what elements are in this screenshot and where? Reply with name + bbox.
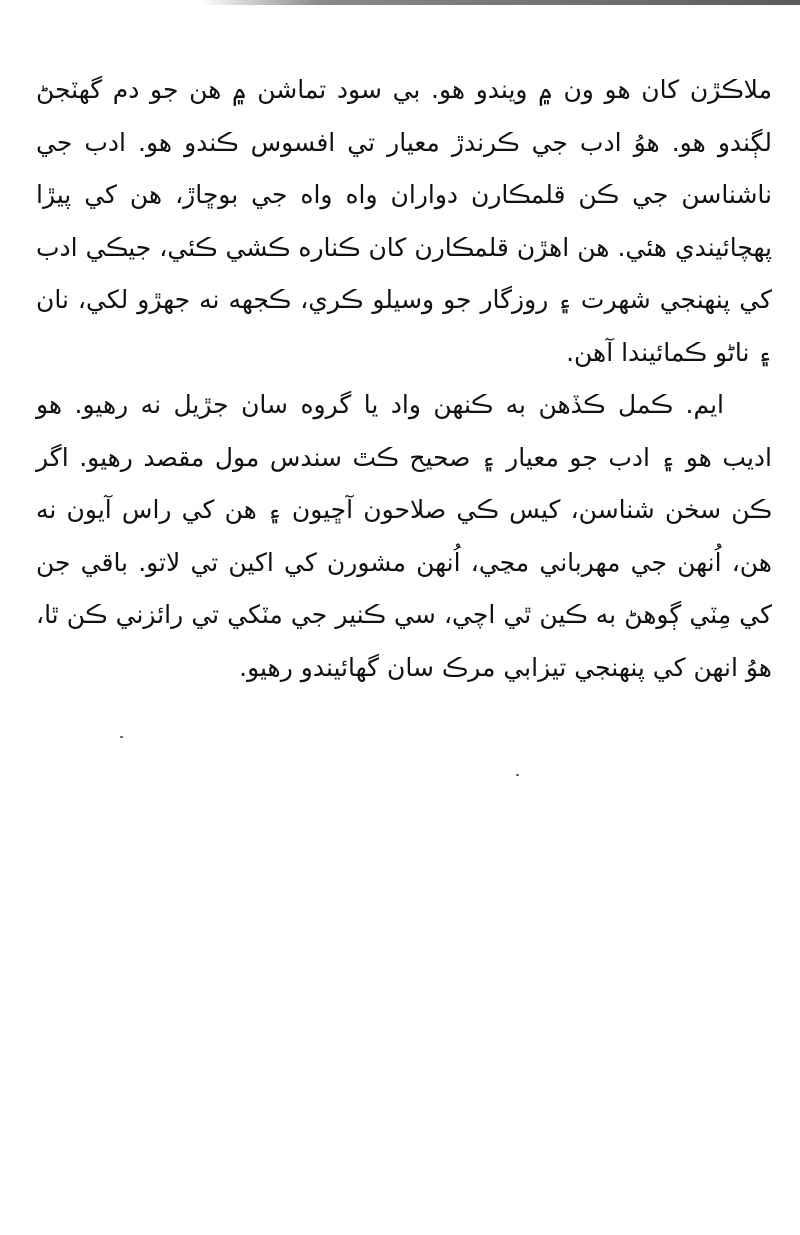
scan-speck [516, 774, 519, 776]
paragraph-1: ملاڪڙن کان هو ون ۾ ويندو هو. بي سود تماشن ۾ هن جو دم گهٽجڻ لڳندو هو. هوُ ادب جي ڪرندڙ معيار تي افسوس ڪندو هو. ادب جي ناشناسن جي ڪن قلمڪارن دواران واه واه جي بوڇاڙ، هن کي پيڙا پهچائيندي هئي. هن اهڙن قلمڪارن کان ڪناره ڪشي ڪئي، جيڪي ادب کي پنهنجي شهرت ۽ روزگار جو وسيلو ڪري، ڪجهه نه جهڙو لکي، نان ۽ ناڻو ڪمائيندا آهن. [36, 75, 772, 367]
scan-top-edge [0, 0, 800, 5]
document-body [36, 64, 772, 694]
scan-speck [120, 736, 123, 738]
paragraph-2: ايم. ڪمل ڪڏهن به ڪنهن واد يا گروه سان جڙيل نه رهيو. هو اديب هو ۽ ادب جو معيار ۽ صحيح ڪٿ سندس مول مقصد رهيو. اگر ڪن سخن شناسن، کيس ڪي صلاحون آڇيون ۽ هن کي راس آيون نه هن، اُنهن جي مهرباني مڃي، اُنهن مشورن کي اکين تي لاتو. باقي جن کي مِٽي ڳوهڻ به ڪين ٿي اچي، سي ڪنير جي مٽکي تي رائزني ڪن ٿا، هوُ انهن کي پنهنجي تيزابي مرڪ سان گهائيندو رهيو. [36, 390, 772, 682]
